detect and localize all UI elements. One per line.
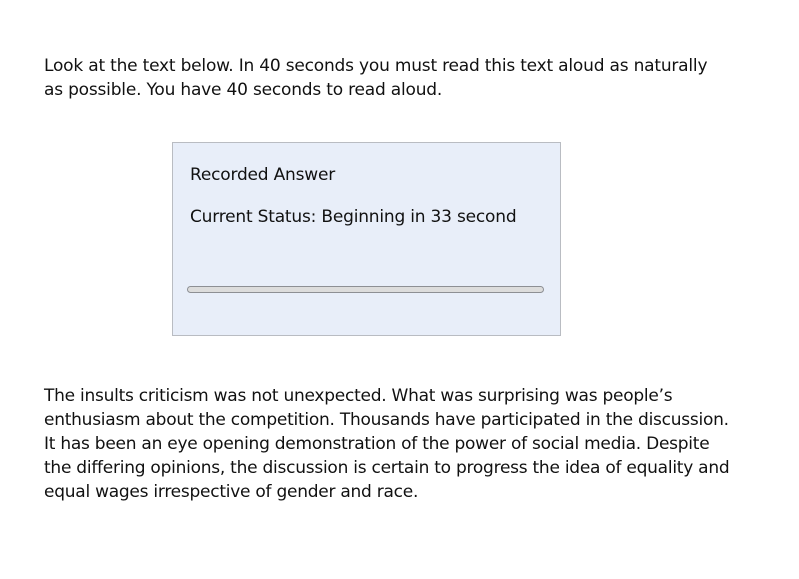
status-value: Beginning in 33 second — [321, 207, 517, 227]
recorder-title: Recorded Answer — [190, 165, 336, 185]
instructions-line-1: Look at the text below. In 40 seconds you must read this text aloud as naturally — [44, 56, 708, 76]
read-aloud-passage — [44, 384, 774, 504]
passage-line: enthusiasm about the competition. Thousands have participated in the discussion. — [44, 410, 729, 430]
passage-line: equal wages irrespective of gender and race. — [44, 482, 419, 502]
passage-line: It has been an eye opening demonstration of the power of social media. Despite — [44, 434, 710, 454]
passage-line: the differing opinions, the discussion is certain to progress the idea of equality and — [44, 458, 730, 478]
recording-progress-bar — [187, 286, 544, 293]
passage-line: The insults criticism was not unexpected. What was surprising was people’s — [44, 386, 673, 406]
task-instructions — [44, 54, 764, 102]
status-label: Current Status: — [190, 207, 317, 227]
instructions-line-2: as possible. You have 40 seconds to read aloud. — [44, 80, 443, 100]
recorder-status — [190, 206, 516, 228]
recorder-panel — [172, 142, 561, 336]
